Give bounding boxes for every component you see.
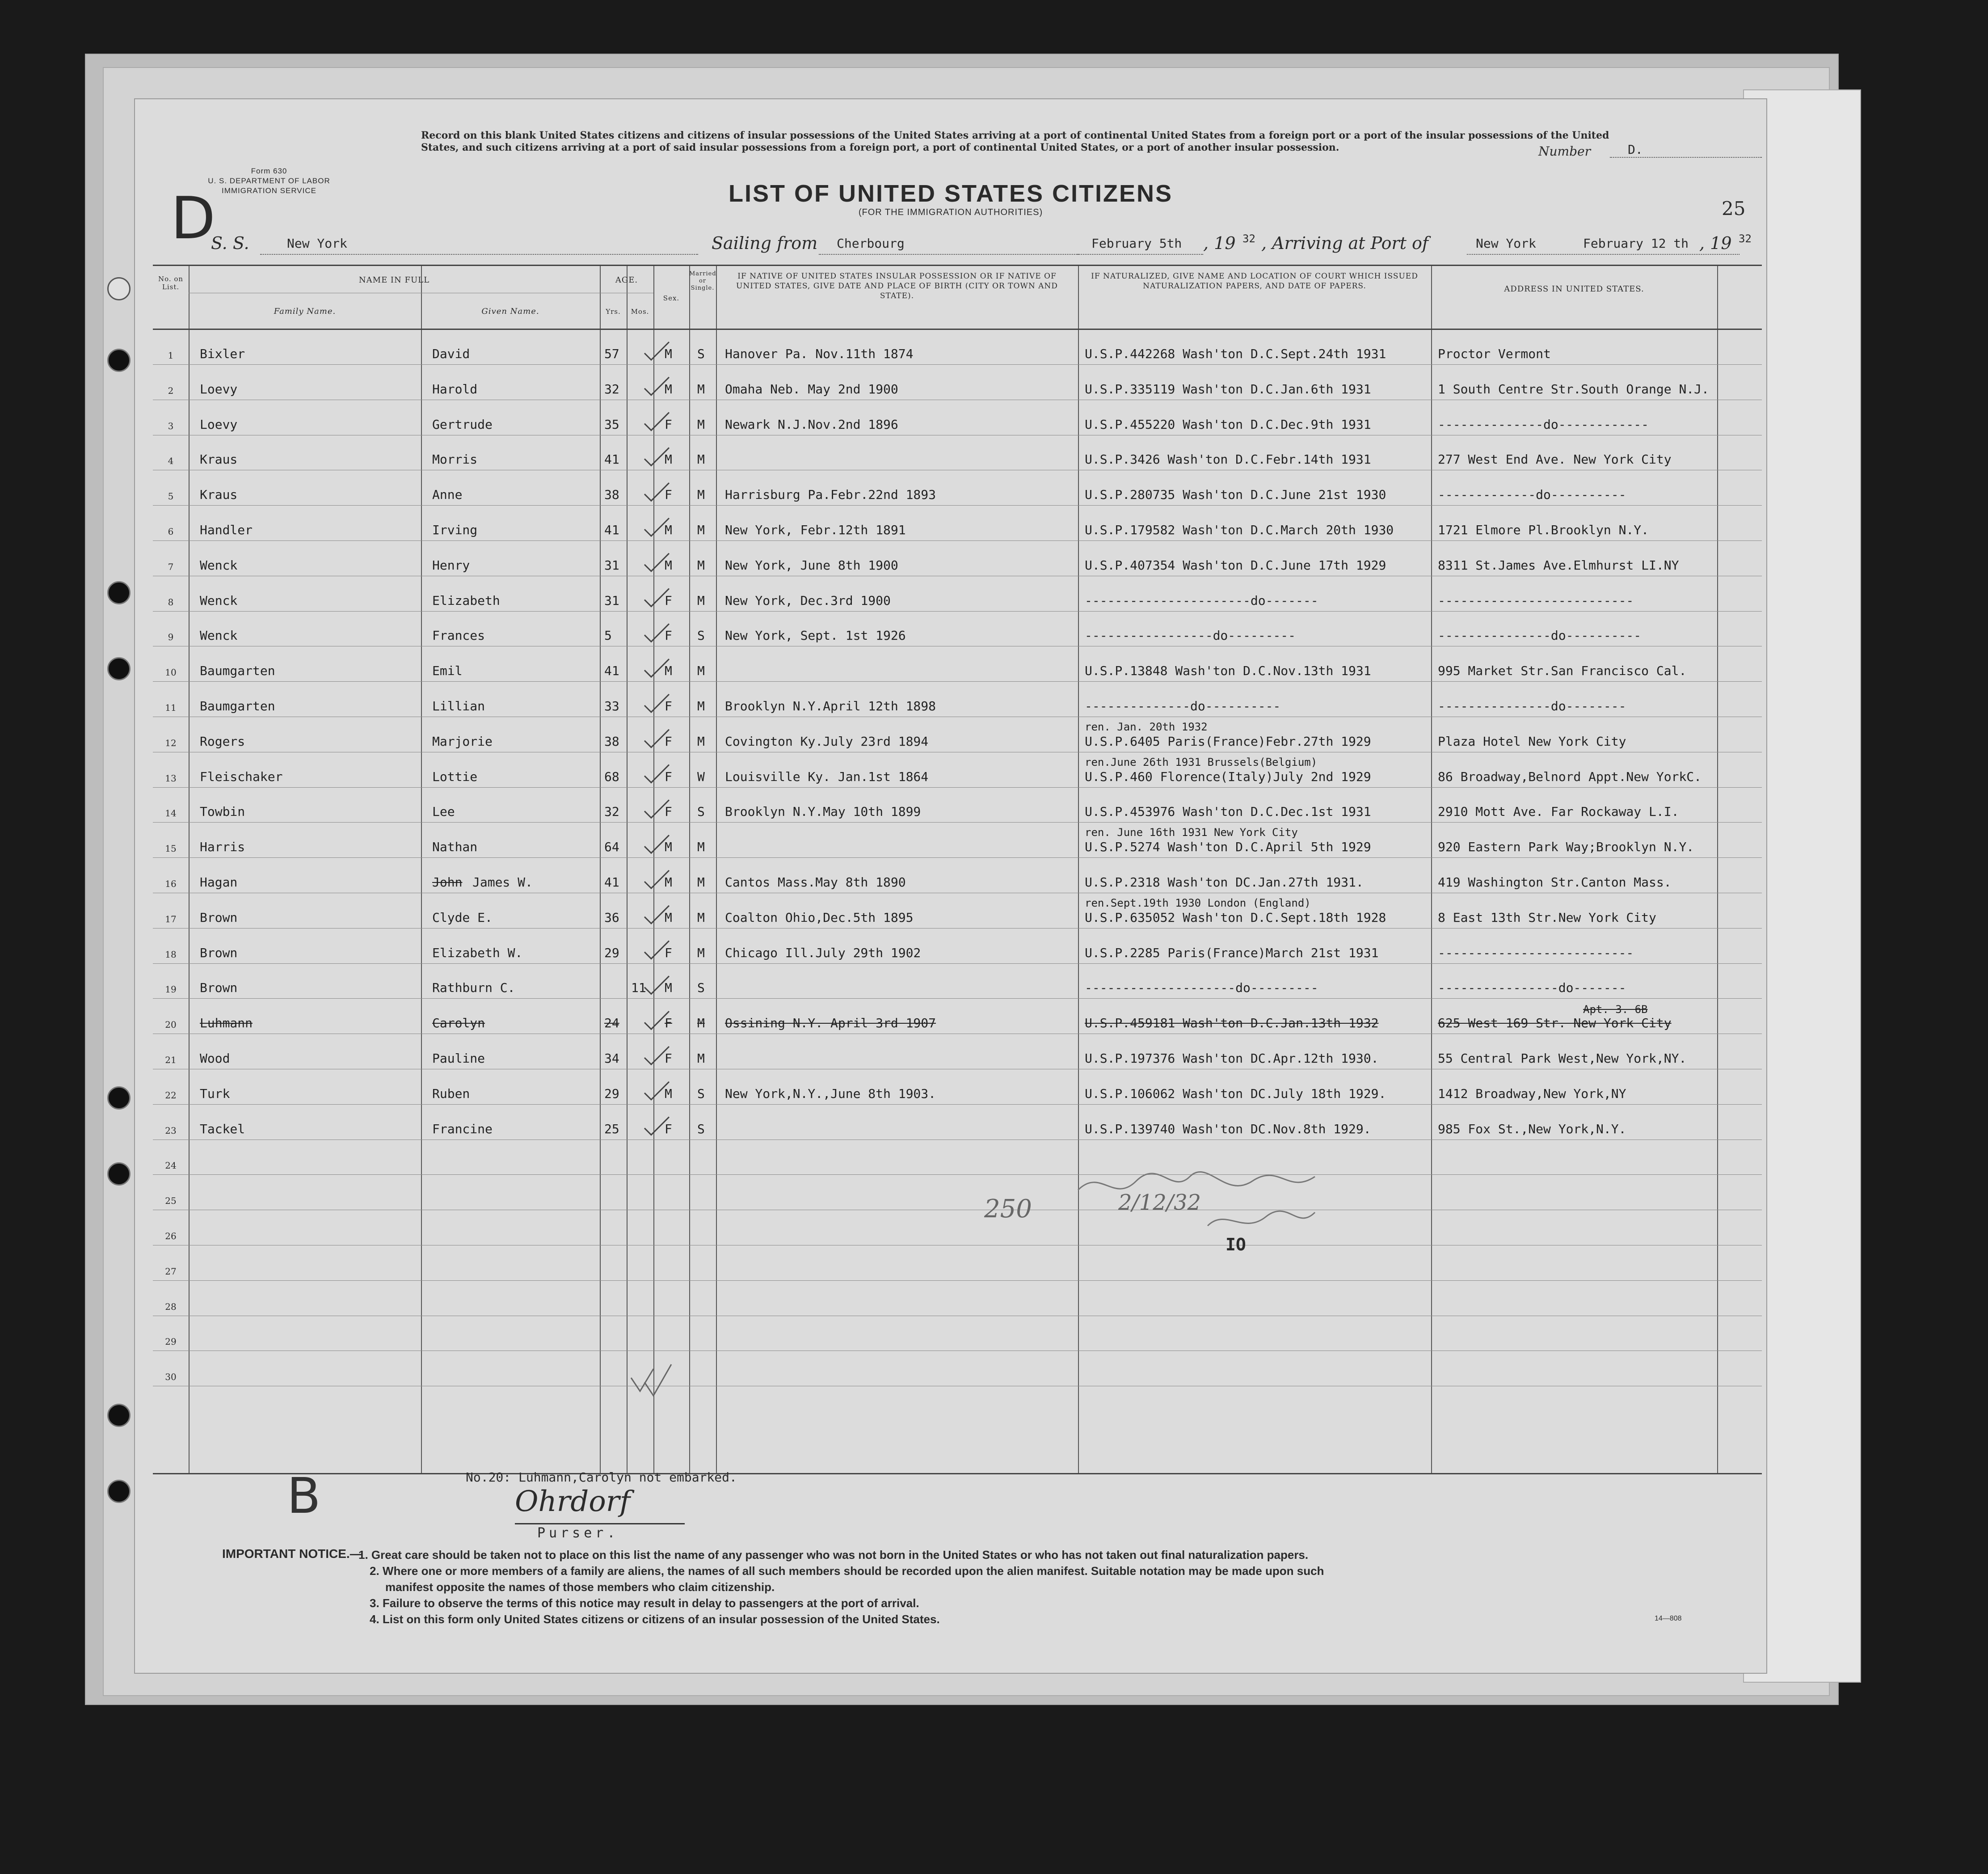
row-number: 21: [165, 1055, 177, 1065]
naturalization-cell: U.S.P.460 Florence(Italy)July 2nd 1929: [1085, 769, 1371, 784]
family-name-cell: Harris: [200, 840, 245, 855]
address-cell: ---------------do--------: [1438, 699, 1626, 713]
age-years-cell: 35: [604, 417, 619, 432]
col-header-age: AGE.: [615, 275, 638, 285]
marital-status-cell: M: [697, 487, 705, 502]
given-name-cell: Lillian: [432, 699, 485, 713]
age-years-cell: 41: [604, 663, 619, 679]
birth-cell: Coalton Ohio,Dec.5th 1895: [725, 910, 914, 925]
arrival-date: February 12 th: [1583, 236, 1689, 251]
sex-cell: M: [665, 557, 672, 573]
birth-cell: Chicago Ill.July 29th 1902: [725, 945, 921, 960]
check-mark: [644, 483, 669, 501]
marital-status-cell: M: [697, 840, 705, 855]
row-number: 19: [165, 984, 177, 995]
age-years-cell: 57: [604, 346, 619, 361]
check-mark: [644, 976, 669, 994]
address-cell: ---------------do----------: [1438, 628, 1642, 643]
col-header-family: Family Name.: [274, 307, 336, 316]
department-label: U. S. DEPARTMENT OF LABOR: [208, 177, 330, 185]
check-mark: [644, 870, 669, 888]
age-years-cell: 32: [604, 804, 619, 819]
sex-cell: F: [665, 628, 672, 643]
given-name-cell: Rathburn C.: [432, 980, 515, 996]
given-name-cell: Francine: [432, 1121, 493, 1136]
marital-status-cell: M: [697, 1051, 705, 1066]
col-header-address: ADDRESS IN UNITED STATES.: [1504, 284, 1644, 294]
marital-status-cell: M: [697, 1016, 705, 1031]
notice-4: 4. List on this form only United States citizens or citizens of an insular possession of the United States.: [370, 1612, 940, 1626]
family-name-cell: Turk: [200, 1086, 230, 1101]
row-number: 2: [168, 385, 174, 396]
address-cell: 8311 St.James Ave.Elmhurst LI.NY: [1438, 557, 1679, 573]
sex-cell: F: [665, 1121, 672, 1136]
naturalization-cell: U.S.P.442268 Wash'ton D.C.Sept.24th 1931: [1085, 346, 1386, 361]
marital-status-cell: S: [697, 346, 705, 361]
family-name-cell: Wenck: [200, 593, 238, 608]
sailing-label: Sailing from: [712, 233, 818, 253]
naturalization-cell: U.S.P.106062 Wash'ton DC.July 18th 1929.: [1085, 1086, 1386, 1101]
pencil-date: 2/12/32: [1118, 1190, 1201, 1215]
address-cell: 2910 Mott Ave. Far Rockaway L.I.: [1438, 804, 1679, 819]
naturalization-cell: U.S.P.407354 Wash'ton D.C.June 17th 1929: [1085, 557, 1386, 573]
passenger-table: [153, 265, 1762, 1474]
given-name-cell: Gertrude: [432, 417, 493, 432]
notice-heading: IMPORTANT NOTICE.—: [222, 1547, 362, 1561]
marital-status-cell: M: [697, 452, 705, 467]
check-mark: [644, 941, 669, 959]
family-name-cell: Baumgarten: [200, 699, 275, 713]
given-name-cell: Carolyn: [432, 1016, 485, 1031]
family-name-cell: Loevy: [200, 381, 238, 397]
row-number: 1: [168, 350, 174, 361]
renewal-note: ren.Sept.19th 1930 London (England): [1085, 896, 1311, 909]
col-header-yrs: Yrs.: [606, 308, 621, 316]
address-cell: 86 Broadway,Belnord Appt.New YorkC.: [1438, 769, 1702, 784]
row-number: 27: [165, 1266, 177, 1277]
col-header-sex: Sex.: [663, 294, 680, 302]
given-name-cell: Ruben: [432, 1086, 470, 1101]
punch-hole: [107, 1480, 131, 1503]
row-number: 5: [168, 491, 174, 502]
list-letter-mark: D: [171, 184, 216, 252]
row-number: 26: [165, 1231, 177, 1241]
birth-cell: Louisville Ky. Jan.1st 1864: [725, 769, 929, 784]
sex-cell: F: [665, 593, 672, 608]
birth-cell: Brooklyn N.Y.April 12th 1898: [725, 699, 936, 713]
address-cell: 419 Washington Str.Canton Mass.: [1438, 875, 1672, 890]
footer-note: No.20: Luhmann,Carolyn not embarked.: [466, 1470, 737, 1485]
renewal-note: ren.June 26th 1931 Brussels(Belgium): [1085, 756, 1318, 768]
family-name-cell: Brown: [200, 910, 238, 925]
check-mark: [644, 1047, 669, 1064]
naturalization-cell: ----------------------do-------: [1085, 593, 1318, 608]
address-cell: 277 West End Ave. New York City: [1438, 452, 1672, 467]
row-number: 25: [165, 1195, 177, 1207]
family-name-cell: Towbin: [200, 804, 245, 819]
address-cell: ----------------do-------: [1438, 980, 1626, 996]
naturalization-cell: U.S.P.453976 Wash'ton D.C.Dec.1st 1931: [1085, 804, 1371, 819]
row-number: 15: [165, 843, 177, 854]
sailing-port: Cherbourg: [837, 236, 905, 251]
naturalization-cell: U.S.P.2318 Wash'ton DC.Jan.27th 1931.: [1085, 875, 1364, 890]
marital-status-cell: M: [697, 523, 705, 537]
struck-given-name: John: [432, 875, 463, 890]
age-years-cell: 31: [604, 593, 619, 608]
naturalization-cell: U.S.P.13848 Wash'ton D.C.Nov.13th 1931: [1085, 663, 1371, 679]
ship-name: New York: [287, 236, 347, 251]
naturalization-cell: U.S.P.335119 Wash'ton D.C.Jan.6th 1931: [1085, 381, 1371, 397]
sex-cell: F: [665, 1016, 672, 1031]
age-years-cell: 38: [604, 734, 619, 749]
row-number: 28: [165, 1301, 177, 1312]
family-name-cell: Kraus: [200, 452, 238, 467]
check-mark: [644, 1117, 669, 1135]
punch-hole: [107, 277, 131, 300]
sailing-date: February 5th: [1091, 236, 1182, 251]
sex-cell: M: [665, 523, 672, 537]
sex-cell: F: [665, 804, 672, 819]
age-months-cell: 11: [631, 980, 646, 996]
marital-status-cell: M: [697, 381, 705, 397]
age-years-cell: 25: [604, 1121, 619, 1136]
given-name-cell: James W.: [472, 875, 533, 890]
check-mark: [644, 730, 669, 747]
form-code: 14—808: [1655, 1615, 1682, 1622]
record-instructions: Record on this blank United States citizens and citizens of insular possessions of the United States arriving at a port of continental United States from a foreign port or a port of the insular possessions of the United States, and such citizens arriving at a port of said insular possessions from a foreign port, a port of continental United States, or a port of another insular possession.: [421, 130, 1609, 153]
family-name-cell: Loevy: [200, 417, 238, 432]
marital-status-cell: M: [697, 663, 705, 679]
family-name-cell: Fleischaker: [200, 769, 283, 784]
address-cell: 985 Fox St.,New York,N.Y.: [1438, 1121, 1626, 1136]
check-marks-layer: [153, 266, 1762, 1473]
row-number: 20: [165, 1019, 177, 1030]
col-header-mos: Mos.: [631, 308, 649, 316]
age-years-cell: 31: [604, 557, 619, 573]
family-name-cell: Wenck: [200, 557, 238, 573]
family-name-cell: Rogers: [200, 734, 245, 749]
sex-cell: F: [665, 945, 672, 960]
marital-status-cell: M: [697, 557, 705, 573]
age-years-cell: 5: [604, 628, 612, 643]
given-name-cell: David: [432, 346, 470, 361]
marital-status-cell: S: [697, 804, 705, 819]
sailing-year-prefix: , 19: [1203, 233, 1236, 253]
naturalization-cell: U.S.P.139740 Wash'ton DC.Nov.8th 1929.: [1085, 1121, 1371, 1136]
birth-cell: Hanover Pa. Nov.11th 1874: [725, 346, 914, 361]
pencil-checkmark: [627, 1360, 680, 1400]
form-label: Form 630: [251, 167, 287, 175]
check-mark: [644, 518, 669, 536]
sex-cell: F: [665, 417, 672, 432]
marital-status-cell: S: [697, 980, 705, 996]
naturalization-cell: U.S.P.179582 Wash'ton D.C.March 20th 1930: [1085, 523, 1394, 537]
birth-cell: Harrisburg Pa.Febr.22nd 1893: [725, 487, 936, 502]
naturalization-cell: U.S.P.2285 Paris(France)March 21st 1931: [1085, 945, 1379, 960]
letter-b-mark: B: [287, 1467, 321, 1524]
check-mark: [644, 342, 669, 360]
naturalization-cell: U.S.P.6405 Paris(France)Febr.27th 1929: [1085, 734, 1371, 749]
notice-2-cont: manifest opposite the names of those members who claim citizenship.: [385, 1580, 775, 1594]
col-header-no: No. on List.: [158, 275, 184, 291]
age-years-cell: 41: [604, 523, 619, 537]
family-name-cell: Brown: [200, 945, 238, 960]
sex-cell: F: [665, 1051, 672, 1066]
address-cell: -------------do----------: [1438, 487, 1626, 502]
notice-1: 1. Great care should be taken not to place on this list the name of any passenger who was not born in the United States or who has not taken out final naturalization papers.: [358, 1548, 1309, 1562]
check-mark: [644, 553, 669, 571]
age-years-cell: 29: [604, 1086, 619, 1101]
sex-cell: F: [665, 699, 672, 713]
birth-cell: New York, Febr.12th 1891: [725, 523, 906, 537]
check-mark: [644, 447, 669, 465]
sex-cell: M: [665, 1086, 672, 1101]
family-name-cell: Hagan: [200, 875, 238, 890]
address-cell: --------------do------------: [1438, 417, 1649, 432]
renewal-note: ren. Jan. 20th 1932: [1085, 720, 1208, 733]
naturalization-cell: U.S.P.455220 Wash'ton D.C.Dec.9th 1931: [1085, 417, 1371, 432]
family-name-cell: Tackel: [200, 1121, 245, 1136]
marital-status-cell: M: [697, 699, 705, 713]
sex-cell: M: [665, 910, 672, 925]
number-label: Number: [1538, 144, 1591, 159]
check-mark: [644, 1082, 669, 1100]
naturalization-cell: --------------------do---------: [1085, 980, 1318, 996]
marital-status-cell: S: [697, 628, 705, 643]
check-mark: [644, 589, 669, 607]
pencil-scrawl: [1074, 1163, 1324, 1244]
row-number: 17: [165, 913, 177, 924]
naturalization-cell: U.S.P.197376 Wash'ton DC.Apr.12th 1930.: [1085, 1051, 1379, 1066]
marital-status-cell: M: [697, 593, 705, 608]
marital-status-cell: M: [697, 875, 705, 890]
birth-cell: Cantos Mass.May 8th 1890: [725, 875, 906, 890]
arrival-year: 32: [1739, 232, 1752, 245]
number-value: D.: [1610, 142, 1762, 158]
check-mark: [644, 624, 669, 642]
punch-hole: [107, 1162, 131, 1186]
arrival-port: New York: [1476, 236, 1536, 251]
row-number: 12: [165, 737, 177, 748]
marital-status-cell: M: [697, 734, 705, 749]
marital-status-cell: M: [697, 945, 705, 960]
birth-cell: Ossining N.Y. April 3rd 1907: [725, 1016, 936, 1031]
family-name-cell: Brown: [200, 980, 238, 996]
age-years-cell: 68: [604, 769, 619, 784]
birth-cell: Omaha Neb. May 2nd 1900: [725, 381, 898, 397]
row-number: 18: [165, 949, 177, 960]
age-years-cell: 24: [604, 1016, 619, 1031]
address-cell: 995 Market Str.San Francisco Cal.: [1438, 663, 1687, 679]
row-number: 14: [165, 808, 177, 819]
age-years-cell: 29: [604, 945, 619, 960]
naturalization-cell: --------------do----------: [1085, 699, 1281, 713]
purser-label: Purser.: [537, 1525, 619, 1541]
given-name-cell: Pauline: [432, 1051, 485, 1066]
birth-cell: Covington Ky.July 23rd 1894: [725, 734, 929, 749]
sex-cell: M: [665, 840, 672, 855]
given-name-cell: Morris: [432, 452, 478, 467]
check-mark: [644, 765, 669, 783]
given-name-cell: Irving: [432, 523, 478, 537]
address-cell: --------------------------: [1438, 945, 1634, 960]
naturalization-cell: U.S.P.459181 Wash'ton D.C.Jan.13th 1932: [1085, 1016, 1379, 1031]
naturalization-cell: U.S.P.635052 Wash'ton D.C.Sept.18th 1928: [1085, 910, 1386, 925]
address-cell: 920 Eastern Park Way;Brooklyn N.Y.: [1438, 840, 1694, 855]
family-name-cell: Bixler: [200, 346, 245, 361]
pencil-note: 250: [984, 1194, 1032, 1224]
sex-cell: F: [665, 734, 672, 749]
given-name-cell: Henry: [432, 557, 470, 573]
naturalization-cell: -----------------do---------: [1085, 628, 1296, 643]
address-cell: 1412 Broadway,New York,NY: [1438, 1086, 1626, 1101]
stamp-mark: IO: [1226, 1235, 1246, 1254]
birth-cell: Newark N.J.Nov.2nd 1896: [725, 417, 898, 432]
check-mark: [644, 835, 669, 853]
row-number: 11: [165, 702, 177, 713]
birth-cell: New York, Sept. 1st 1926: [725, 628, 906, 643]
service-label: IMMIGRATION SERVICE: [221, 186, 316, 195]
address-cell: 8 East 13th Str.New York City: [1438, 910, 1656, 925]
row-number: 6: [168, 526, 174, 537]
given-name-cell: Elizabeth W.: [432, 945, 523, 960]
purser-signature: Ohrdorf: [515, 1485, 631, 1518]
address-cell: Proctor Vermont: [1438, 346, 1551, 361]
age-years-cell: 64: [604, 840, 619, 855]
age-years-cell: 34: [604, 1051, 619, 1066]
punch-hole: [107, 581, 131, 604]
naturalization-cell: U.S.P.3426 Wash'ton D.C.Febr.14th 1931: [1085, 452, 1371, 467]
address-cell: Plaza Hotel New York City: [1438, 734, 1626, 749]
family-name-cell: Wood: [200, 1051, 230, 1066]
family-name-cell: Luhmann: [200, 1016, 253, 1031]
family-name-cell: Kraus: [200, 487, 238, 502]
sex-cell: M: [665, 452, 672, 467]
age-years-cell: 33: [604, 699, 619, 713]
col-header-birth: IF NATIVE OF UNITED STATES INSULAR POSSESSION OR IF NATIVE OF UNITED STATES, GIVE DATE AND PLACE OF BIRTH (CITY OR TOWN AND STATE).: [736, 272, 1058, 300]
given-name-cell: Frances: [432, 628, 485, 643]
given-name-cell: Lottie: [432, 769, 478, 784]
notice-3: 3. Failure to observe the terms of this notice may result in delay to passengers at the port of arrival.: [370, 1596, 919, 1610]
row-number: 16: [165, 878, 177, 889]
row-number: 3: [168, 420, 174, 431]
row-number: 13: [165, 772, 177, 784]
col-header-married: Married or Single.: [689, 270, 716, 291]
marital-status-cell: W: [697, 769, 705, 784]
row-number: 10: [165, 667, 177, 678]
sex-cell: M: [665, 381, 672, 397]
address-cell: 1721 Elmore Pl.Brooklyn N.Y.: [1438, 523, 1649, 537]
address-cell: 55 Central Park West,New York,NY.: [1438, 1051, 1687, 1066]
struck-apartment-note: Apt. 3. 6B: [1583, 1003, 1648, 1016]
sex-cell: M: [665, 346, 672, 361]
ss-label: S. S.: [211, 233, 249, 253]
address-cell: --------------------------: [1438, 593, 1634, 608]
row-number: 29: [165, 1336, 177, 1347]
row-number: 4: [168, 456, 174, 467]
manifest-page: [134, 98, 1767, 1674]
check-mark: [644, 694, 669, 712]
col-header-given: Given Name.: [481, 307, 539, 316]
birth-cell: New York, June 8th 1900: [725, 557, 898, 573]
check-mark: [644, 413, 669, 431]
punch-hole: [107, 1404, 131, 1427]
row-number: 24: [165, 1160, 177, 1171]
address-cell: 1 South Centre Str.South Orange N.J.: [1438, 381, 1709, 397]
row-number: 8: [168, 596, 174, 608]
sailing-year: 32: [1242, 232, 1255, 245]
birth-cell: New York, Dec.3rd 1900: [725, 593, 891, 608]
sex-cell: F: [665, 769, 672, 784]
marital-status-cell: S: [697, 1086, 705, 1101]
check-mark: [644, 1011, 669, 1029]
row-number: 7: [168, 561, 174, 572]
given-name-cell: Harold: [432, 381, 478, 397]
marital-status-cell: M: [697, 417, 705, 432]
given-name-cell: Emil: [432, 663, 463, 679]
birth-cell: New York,N.Y.,June 8th 1903.: [725, 1086, 936, 1101]
renewal-note: ren. June 16th 1931 New York City: [1085, 826, 1298, 839]
punch-hole: [107, 657, 131, 680]
page-subtitle: (FOR THE IMMIGRATION AUTHORITIES): [858, 207, 1043, 217]
row-number: 9: [168, 632, 174, 643]
address-cell: 625 West 169 Str. New York City: [1438, 1016, 1672, 1031]
arriving-label: , Arriving at Port of: [1261, 233, 1428, 253]
family-name-cell: Wenck: [200, 628, 238, 643]
notice-2: 2. Where one or more members of a family are aliens, the names of all such members should be recorded upon the alien manifest. Suitable notation may be made upon such: [370, 1564, 1324, 1578]
marital-status-cell: M: [697, 910, 705, 925]
page-number: 25: [1722, 198, 1746, 219]
col-header-naturalized: IF NATURALIZED, GIVE NAME AND LOCATION OF COURT WHICH ISSUED NATURALIZATION PAPERS, AND DATE OF PAPERS.: [1091, 272, 1418, 291]
given-name-cell: Elizabeth: [432, 593, 500, 608]
sex-cell: M: [665, 875, 672, 890]
page-title: LIST OF UNITED STATES CITIZENS: [729, 180, 1173, 207]
age-years-cell: 41: [604, 452, 619, 467]
punch-hole: [107, 1086, 131, 1110]
punch-hole: [107, 349, 131, 372]
given-name-cell: Nathan: [432, 840, 478, 855]
naturalization-cell: U.S.P.5274 Wash'ton D.C.April 5th 1929: [1085, 840, 1371, 855]
arrival-year-prefix: , 19: [1699, 233, 1732, 253]
check-mark: [644, 659, 669, 677]
age-years-cell: 32: [604, 381, 619, 397]
sex-cell: M: [665, 663, 672, 679]
check-mark: [644, 906, 669, 924]
family-name-cell: Handler: [200, 523, 253, 537]
sex-cell: M: [665, 980, 672, 996]
col-header-name: NAME IN FULL: [358, 275, 430, 285]
check-mark: [644, 377, 669, 395]
birth-cell: Brooklyn N.Y.May 10th 1899: [725, 804, 921, 819]
naturalization-cell: U.S.P.280735 Wash'ton D.C.June 21st 1930: [1085, 487, 1386, 502]
given-name-cell: Lee: [432, 804, 455, 819]
age-years-cell: 36: [604, 910, 619, 925]
given-name-cell: Clyde E.: [432, 910, 493, 925]
given-name-cell: Anne: [432, 487, 463, 502]
row-number: 30: [165, 1372, 177, 1383]
check-mark: [644, 800, 669, 818]
given-name-cell: Marjorie: [432, 734, 493, 749]
age-years-cell: 38: [604, 487, 619, 502]
sex-cell: F: [665, 487, 672, 502]
marital-status-cell: S: [697, 1121, 705, 1136]
row-number: 22: [165, 1089, 177, 1101]
family-name-cell: Baumgarten: [200, 663, 275, 679]
row-number: 23: [165, 1125, 177, 1136]
age-years-cell: 41: [604, 875, 619, 890]
